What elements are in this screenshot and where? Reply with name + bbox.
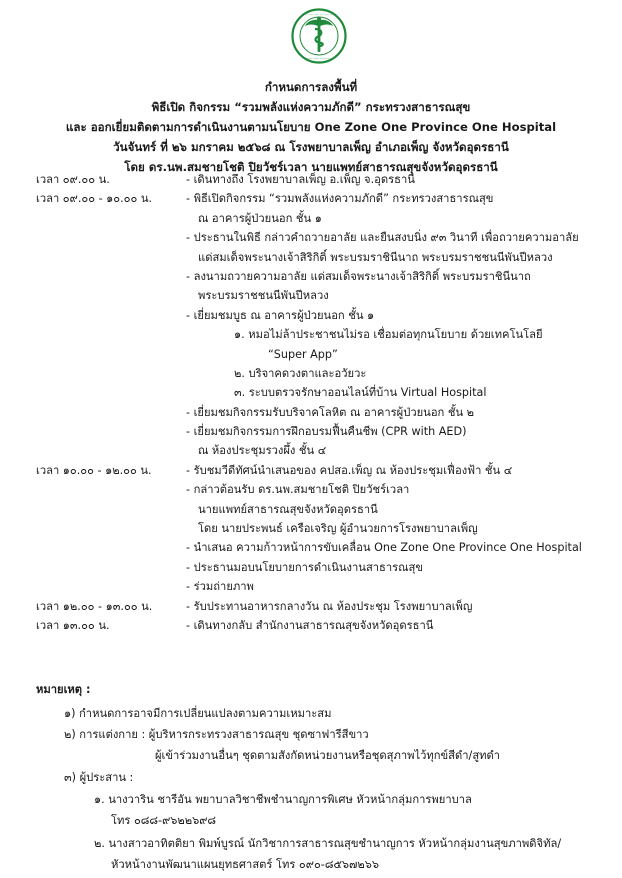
slot-item-continuation: พระบรมราชชนนีพันปีหลวง [198, 289, 329, 303]
note-item: ๑) กำหนดการอาจมีการเปลี่ยนแปลงตามความเหมาะสม [64, 707, 332, 720]
booth-item: ๒. บริจาคดวงตาและอวัยวะ [234, 366, 367, 380]
slot-item: - กล่าวต้อนรับ ดร.นพ.สมชายโชติ ปิยวัชร์เวลา [186, 483, 410, 497]
booth-item: ๑. หมอไม่ล้าประชาชนไม่รอ เชื่อมต่อทุกนโยบาย ด้วยเทคโนโลยี [234, 328, 543, 342]
coordinator-item-continuation: หัวหน้างานพัฒนาแผนยุทธศาสตร์ โทร ๐๙๐-๘๕๖๗๒๖๖ [111, 858, 380, 871]
svg-text:·····················: ····················· [306, 12, 332, 18]
coordinator-item: ๒. นางสาวอาทิตติยา พิมพ์บูรณ์ นักวิชาการสาธารณสุขชำนาญการ หัวหน้ากลุ่มงานสุขภาพดิจิทัล/ [94, 837, 562, 850]
slot-time: เวลา ๑๓.๐๐ น. [36, 618, 110, 632]
coordinator-phone: โทร ๐๘๘-๙๖๒๒๖๙๘ [111, 814, 217, 827]
slot-time: เวลา ๐๙.๐๐ น. [36, 173, 110, 186]
slot-item: - รับชมวีดีทัศน์นำเสนอของ คปสอ.เพ็ญ ณ ห้องประชุมเฟื่องฟ้า ชั้น ๔ [186, 463, 513, 477]
schedule-slot [0, 170, 622, 189]
document-header [0, 77, 622, 177]
slot-item: - พิธีเปิดกิจกรรม “รวมพลังแห่งความภักดี” กระทรวงสาธารณสุข [186, 192, 494, 206]
slot-time: เวลา ๐๙.๐๐ - ๑๐.๐๐ น. [36, 192, 153, 206]
schedule-slot [0, 189, 622, 460]
slot-item: - นำเสนอ ความก้าวหน้าการขับเคลื่อน One Zone One Province One Hospital [186, 541, 582, 555]
header-date-location: วันจันทร์ ที่ ๒๖ มกราคม ๒๕๖๘ ณ โรงพยาบาลเพ็ญ อำเภอเพ็ญ จังหวัดอุดรธานี [113, 140, 509, 154]
slot-item-continuation: โดย นายประพนธ์ เครือเจริญ ผู้อำนวยการโรงพยาบาลเพ็ญ [198, 522, 478, 536]
coordinator-item: ๑. นางวาริน ชารีอัน พยาบาลวิชาชีพชำนาญการพิเศษ หัวหน้ากลุ่มการพยาบาล [94, 793, 472, 806]
slot-item: - ร่วมถ่ายภาพ [186, 580, 254, 594]
slot-item: - เยี่ยมชมกิจกรรมการฝึกอบรมฟื้นคืนชีพ (CPR with AED) [186, 425, 467, 439]
header-visit: และ ออกเยี่ยมติดตามการดำเนินงานตามนโยบาย One Zone One Province One Hospital [65, 120, 557, 134]
note-item: ๓) ผู้ประสาน : [64, 771, 134, 784]
slot-time: เวลา ๑๒.๐๐ - ๑๓.๐๐ น. [36, 599, 153, 613]
ministry-of-public-health-logo [291, 8, 347, 64]
header-title: กำหนดการลงพื้นที่ [264, 80, 358, 94]
schedule [0, 170, 622, 635]
slot-item-continuation: ณ อาคารผู้ป่วยนอก ชั้น ๑ [198, 211, 322, 225]
slot-item-continuation: แด่สมเด็จพระนางเจ้าสิริกิติ์ พระบรมราชินีนาถ พระบรมราชชนนีพันปีหลวง [198, 250, 553, 264]
booth-item: ๓. ระบบตรวจรักษาออนไลน์ที่บ้าน Virtual Hospital [234, 386, 487, 400]
header-ceremony: พิธีเปิด กิจกรรม “รวมพลังแห่งความภักดี” กระทรวงสาธารณสุข [151, 100, 471, 114]
schedule-slot [0, 616, 622, 635]
schedule-slot [0, 461, 622, 597]
notes-title: หมายเหตุ : [36, 683, 91, 696]
slot-item: - เดินทางถึง โรงพยาบาลเพ็ญ อ.เพ็ญ จ.อุดรธานี [186, 173, 415, 186]
note-item: ๒) การแต่งกาย : ผู้บริหารกระทรวงสาธารณสุข ชุดซาฟารีสีขาว [64, 728, 369, 741]
slot-item-continuation: นายแพทย์สาธารณสุขจังหวัดอุดรธานี [198, 502, 378, 516]
slot-item: - ประธานในพิธี กล่าวคำถวายอาลัย และยืนสงบนิ่ง ๙๓ วินาที เพื่อถวายความอาลัย [186, 231, 579, 245]
schedule-slot [0, 597, 622, 616]
slot-item: - เดินทางกลับ สำนักงานสาธารณสุขจังหวัดอุดรธานี [186, 618, 434, 632]
moph-seal-icon [291, 8, 347, 64]
slot-item: - ประธานมอบนโยบายการดำเนินงานสาธารณสุข [186, 560, 424, 574]
slot-time: เวลา ๑๐.๐๐ - ๑๒.๐๐ น. [36, 463, 152, 477]
slot-item: - ลงนามถวายความอาลัย แด่สมเด็จพระนางเจ้าสิริกิติ์ พระบรมราชินีนาถ [186, 269, 531, 283]
booth-item-continuation: “Super App” [268, 347, 338, 361]
note-item-continuation: ผู้เข้าร่วมงานอื่นๆ ชุดตามสังกัดหน่วยงานหรือชุดสุภาพไว้ทุกข์สีดำ/สูทดำ [155, 749, 501, 762]
slot-item: - เยี่ยมชมกิจกรรมรับบริจาคโลหิต ณ อาคารผู้ป่วยนอก ชั้น ๒ [186, 405, 475, 419]
header-presided-by: โดย ดร.นพ.สมชายโชติ ปิยวัชร์เวลา นายแพทย์สาธารณสุขจังหวัดอุดรธานี [124, 160, 498, 174]
slot-item: - เยี่ยมชมบูธ ณ อาคารผู้ป่วยนอก ชั้น ๑ [186, 308, 375, 322]
slot-item: - รับประทานอาหารกลางวัน ณ ห้องประชุม โรงพยาบาลเพ็ญ [186, 599, 473, 613]
slot-item-continuation: ณ ห้องประชุมรวงผึ้ง ชั้น ๔ [198, 444, 327, 458]
svg-text:·························: ························· [304, 56, 334, 61]
